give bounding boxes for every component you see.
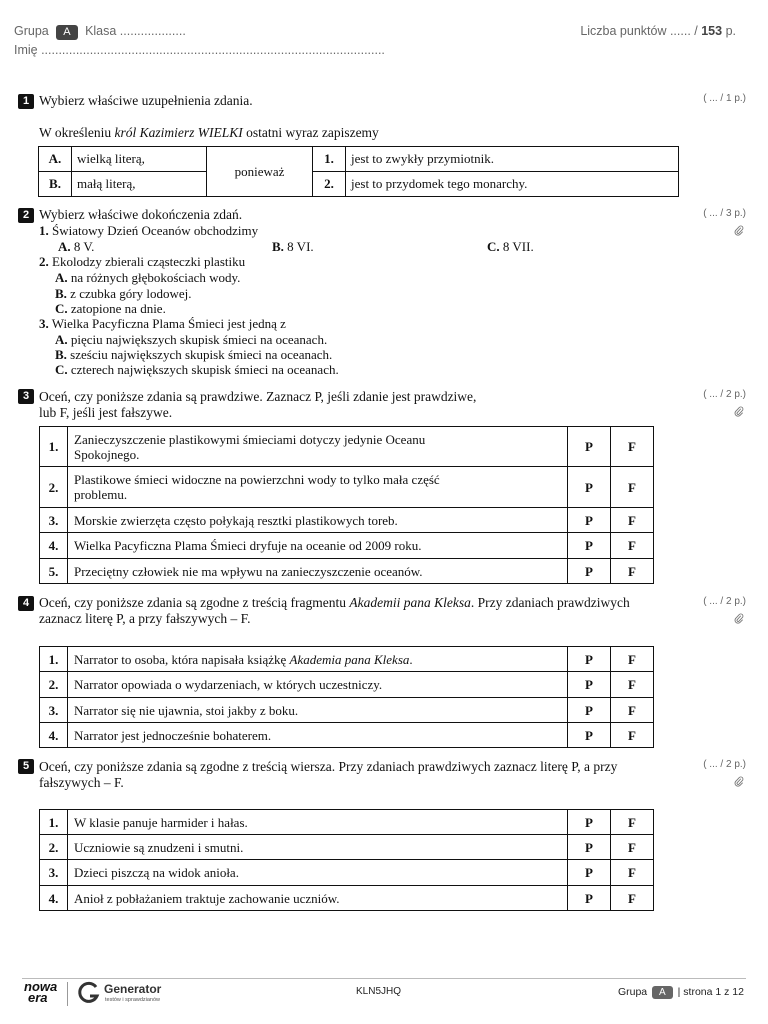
statement-line: problemu. [74, 487, 128, 502]
question-text [39, 759, 679, 791]
answer-text: 8 V. [73, 239, 95, 254]
statement: Wielka Pacyficzna Plama Śmieci dryfuje na oceanie od 2009 roku. [68, 533, 568, 559]
false-option[interactable]: F [611, 559, 654, 584]
answer-option[interactable] [55, 301, 166, 317]
logo-era: era [28, 990, 48, 1005]
false-option[interactable]: F [611, 533, 654, 559]
group-badge: A [56, 25, 77, 40]
answer-letter: B. [272, 239, 284, 254]
table-row [40, 559, 654, 584]
logo-divider [67, 982, 68, 1006]
question-number: 4 [18, 596, 34, 611]
row-number: 1. [40, 647, 68, 672]
true-option[interactable]: P [568, 533, 611, 559]
question-text-line [39, 595, 630, 611]
paperclip-icon[interactable] [734, 225, 744, 236]
paperclip-icon[interactable] [734, 776, 744, 787]
answer-text: pięciu największych skupisk śmieci na oceanach. [70, 332, 328, 347]
points-summary [580, 24, 736, 38]
answer-option[interactable] [272, 239, 314, 255]
statement [68, 427, 568, 467]
answer-text: sześciu największych skupisk śmieci na oceanach. [70, 347, 333, 362]
table-row [40, 698, 654, 723]
name-field: Imię ................................................................................................... [14, 43, 385, 57]
question-text-line: fałszywych – F. [39, 775, 124, 790]
generator-subtitle: testów i sprawdzianów [105, 997, 161, 1003]
footer-group-badge: A [652, 986, 673, 999]
row-number: 4. [40, 723, 68, 748]
question-text-line: lub F, jeśli jest fałszywe. [39, 405, 173, 420]
answer-letter: C. [487, 239, 500, 254]
answer-option[interactable] [487, 239, 534, 255]
statement-line: Zanieczyszczenie plastikowymi śmieciami dotyczy jedynie Oceanu [74, 431, 426, 447]
answer-option[interactable] [58, 239, 94, 255]
option-2-text[interactable]: jest to przydomek tego monarchy. [346, 172, 679, 197]
answer-text: zatopione na dnie. [70, 301, 166, 316]
option-b-letter[interactable]: B. [39, 172, 72, 197]
sentence-num: 1. [39, 223, 49, 238]
statement: Morskie zwierzęta często połykają resztki plastikowych toreb. [68, 508, 568, 533]
points-total: 153 [701, 24, 723, 38]
sentence-text: Światowy Dzień Oceanów obchodzimy [52, 223, 259, 238]
row-number: 1. [40, 427, 68, 467]
true-false-table [39, 809, 654, 911]
statement-line: Plastikowe śmieci widoczne na powierzchni wody to tylko mała część [74, 472, 440, 487]
true-option[interactable]: P [568, 860, 611, 886]
table-row [40, 427, 654, 467]
true-option[interactable]: P [568, 559, 611, 584]
class-field: Klasa ................... [85, 24, 186, 38]
statement [68, 647, 568, 672]
row-number: 2. [40, 672, 68, 698]
points-suffix: p. [725, 24, 736, 38]
points-box: ( ... / 2 p.) [703, 596, 746, 607]
q2-sentence-1 [39, 223, 258, 239]
answer-option[interactable] [55, 270, 240, 286]
table-row [40, 467, 654, 508]
answer-option[interactable] [55, 347, 332, 363]
q1-options-table [38, 146, 679, 197]
answer-option[interactable] [55, 362, 339, 378]
false-option[interactable]: F [611, 835, 654, 860]
statement-italic: Akademia pana Kleksa [289, 651, 410, 667]
answer-letter: B. [55, 286, 67, 301]
question-text-line: Oceń, czy poniższe zdania są prawdziwe. Zaznacz P, jeśli zdanie jest prawdziwe, [39, 389, 477, 404]
row-number: 4. [40, 886, 68, 911]
statement: Narrator opowiada o wydarzeniach, w których uczestniczy. [68, 672, 568, 698]
text-pre: Oceń, czy poniższe zdania są zgodne z treścią fragmentu [39, 595, 346, 610]
paperclip-icon[interactable] [734, 406, 744, 417]
statement: Narrator się nie ujawnia, stoi jakby z boku. [68, 698, 568, 723]
statement: Uczniowie są znudzeni i smutni. [68, 835, 568, 860]
answer-letter: A. [58, 239, 71, 254]
table-row [40, 723, 654, 748]
question-text: Wybierz właściwe dokończenia zdań. [39, 207, 243, 222]
table-row [40, 835, 654, 860]
true-option[interactable]: P [568, 467, 611, 508]
false-option[interactable]: F [611, 723, 654, 748]
false-option[interactable]: F [611, 698, 654, 723]
answer-letter: C. [55, 362, 68, 377]
answer-option[interactable] [55, 286, 191, 302]
group-label: Grupa [14, 24, 49, 38]
generator-title: Generator [104, 982, 162, 996]
question-text: Wybierz właściwe uzupełnienia zdania. [39, 93, 253, 108]
question-text-line: Oceń, czy poniższe zdania są zgodne z treścią wiersza. Przy zdaniach prawdziwych zaznacz literę P, a przy [39, 759, 618, 774]
true-option[interactable]: P [568, 810, 611, 835]
option-b-text[interactable]: małą literą, [72, 172, 207, 197]
question-text [39, 389, 476, 421]
question-number: 3 [18, 389, 34, 404]
option-a-letter[interactable]: A. [39, 147, 72, 172]
answer-letter: A. [55, 270, 68, 285]
table-row [40, 860, 654, 886]
option-a-text[interactable]: wielką literą, [72, 147, 207, 172]
table-row [40, 508, 654, 533]
statement: W klasie panuje harmider i hałas. [68, 810, 568, 835]
true-option[interactable]: P [568, 886, 611, 911]
points-box: ( ... / 2 p.) [703, 389, 746, 400]
true-option[interactable]: P [568, 427, 611, 467]
sentence-text: Wielka Pacyficzna Plama Śmieci jest jedną z [51, 316, 286, 331]
row-number: 3. [40, 508, 68, 533]
table-row [40, 647, 654, 672]
true-false-table [39, 426, 654, 584]
footer-group-label: Grupa [617, 986, 648, 998]
question-text-line: zaznacz literę P, a przy fałszywych – F. [39, 611, 251, 626]
points-box: ( ... / 1 p.) [703, 93, 746, 104]
points-box: ( ... / 2 p.) [703, 759, 746, 770]
statement: Przeciętny człowiek nie ma wpływu na zanieczyszczenie oceanów. [68, 559, 568, 584]
row-number: 3. [40, 860, 68, 886]
answer-text: 8 VI. [287, 239, 314, 254]
true-option[interactable]: P [568, 647, 611, 672]
points-label: Liczba punktów ...... / [580, 24, 698, 38]
row-number: 5. [40, 559, 68, 584]
statement: Narrator jest jednocześnie bohaterem. [68, 723, 568, 748]
option-1-num[interactable]: 1. [313, 147, 346, 172]
false-option[interactable]: F [611, 860, 654, 886]
statement: Anioł z pobłażaniem traktuje zachowanie uczniów. [68, 886, 568, 911]
answer-text: na różnych głębokościach wody. [70, 270, 241, 285]
paperclip-icon[interactable] [734, 613, 744, 624]
statement [68, 467, 568, 508]
false-option[interactable]: F [611, 672, 654, 698]
answer-letter: B. [55, 347, 67, 362]
answer-text: z czubka góry lodowej. [70, 286, 192, 301]
true-option[interactable]: P [568, 835, 611, 860]
row-number: 4. [40, 533, 68, 559]
option-2-num[interactable]: 2. [313, 172, 346, 197]
question-text [39, 595, 630, 627]
row-number: 2. [40, 467, 68, 508]
question-number: 5 [18, 759, 34, 774]
connector-word: ponieważ [207, 147, 313, 197]
answer-option[interactable] [55, 332, 327, 348]
table-row [40, 810, 654, 835]
generator-logo-icon [77, 981, 101, 1005]
table-row [40, 886, 654, 911]
option-1-text[interactable]: jest to zwykły przymiotnik. [346, 147, 679, 172]
header-group [14, 24, 186, 40]
question-number: 2 [18, 208, 34, 223]
statement-post: . [409, 651, 413, 667]
points-box: ( ... / 3 p.) [703, 208, 746, 219]
true-option[interactable]: P [568, 723, 611, 748]
answer-letter: C. [55, 301, 68, 316]
q1-intro-pre: W określeniu [39, 125, 112, 140]
true-option[interactable]: P [568, 672, 611, 698]
question-number: 1 [18, 94, 34, 109]
statement: Dzieci piszczą na widok anioła. [68, 860, 568, 886]
page-number: | strona 1 z 12 [677, 986, 744, 998]
sentence-text: Ekolodzy zbierali cząsteczki plastiku [52, 254, 246, 269]
false-option[interactable]: F [611, 886, 654, 911]
sentence-num: 3. [39, 316, 49, 331]
answer-text: czterech największych skupisk śmieci na oceanach. [70, 362, 339, 377]
q1-intro [39, 125, 379, 141]
text-post: . Przy zdaniach prawdziwych [470, 595, 630, 610]
footer-divider [22, 978, 746, 979]
row-number: 3. [40, 698, 68, 723]
footer-page-info [618, 986, 744, 999]
q2-sentence-2 [39, 254, 245, 270]
q1-intro-italic: król Kazimierz WIELKI [114, 125, 243, 140]
q1-intro-post: ostatni wyraz zapiszemy [246, 125, 379, 140]
false-option[interactable]: F [611, 467, 654, 508]
sentence-num: 2. [39, 254, 49, 269]
true-option[interactable]: P [568, 698, 611, 723]
document-code: KLN5JHQ [356, 986, 402, 997]
statement-pre: Narrator to osoba, która napisała książkę [74, 651, 287, 667]
table-row [40, 672, 654, 698]
text-italic: Akademii pana Kleksa [349, 595, 471, 610]
false-option[interactable]: F [611, 508, 654, 533]
statement-line: Spokojnego. [74, 446, 140, 462]
row-number: 2. [40, 835, 68, 860]
true-false-table [39, 646, 654, 748]
false-option[interactable]: F [611, 810, 654, 835]
answer-letter: A. [55, 332, 68, 347]
q2-sentence-3 [39, 316, 286, 332]
false-option[interactable]: F [611, 647, 654, 672]
nowa-era-logo [24, 981, 57, 1003]
false-option[interactable]: F [611, 427, 654, 467]
row-number: 1. [40, 810, 68, 835]
logo-nowa: nowa [24, 979, 58, 994]
answer-text: 8 VII. [502, 239, 534, 254]
table-row [40, 533, 654, 559]
true-option[interactable]: P [568, 508, 611, 533]
